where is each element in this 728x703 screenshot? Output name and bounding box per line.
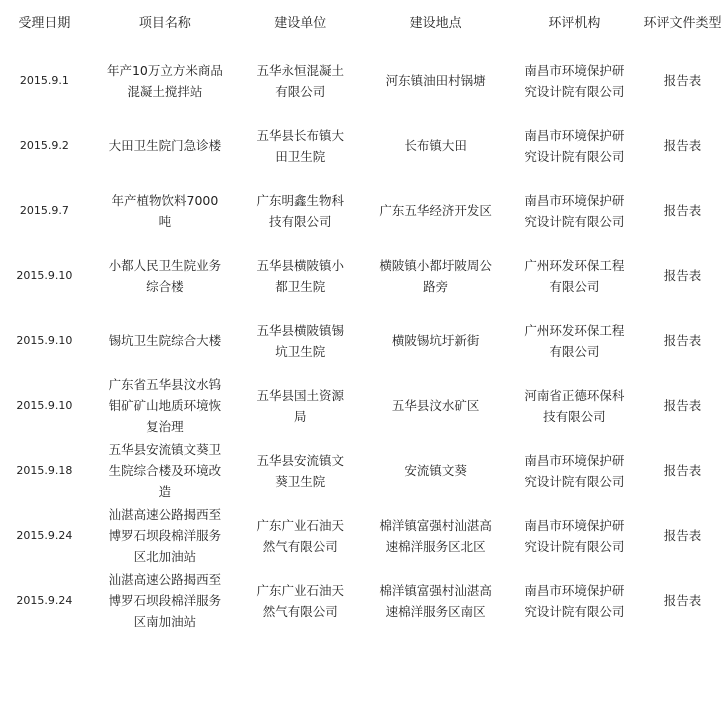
table-row [0,568,728,633]
header-eia-document-type: 环评文件类型 [643,16,722,31]
construction-site-cell [359,438,511,503]
eia-document-type-cell: 报告表 [663,333,702,348]
header-construction-site: 建设地点 [409,16,462,31]
construction-site-cell [359,243,511,308]
table-row [0,113,728,178]
eia-document-type-cell: 报告表 [663,463,702,478]
construction-unit-cell [241,48,359,113]
header-project-name: 项目名称 [138,16,191,31]
construction-unit-cell-text: 五华县长布镇大田卫生院 [256,127,345,164]
eia-agency-cell-text: 南昌市环境保护研究设计院有限公司 [524,127,625,164]
construction-unit-cell [241,373,359,438]
project-name-cell [89,373,241,438]
eia-agency-cell-text: 南昌市环境保护研究设计院有限公司 [524,62,625,99]
construction-unit-cell [241,243,359,308]
header-eia-agency: 环评机构 [548,16,601,31]
project-name-cell [89,568,241,633]
project-name-cell-text: 汕湛高速公路揭西至博罗石坝段棉洋服务区北加油站 [108,507,222,564]
table-row [0,308,728,373]
construction-site-cell-text: 广东五华经济开发区 [379,203,492,218]
project-name-cell-text: 大田卫生院门急诊楼 [108,138,222,153]
construction-site-cell-text: 长布镇大田 [404,138,467,153]
project-name-cell-text: 广东省五华县汶水钨钼矿矿山地质环境恢复治理 [108,377,222,434]
construction-site-cell [359,113,511,178]
table-row [0,438,728,503]
eia-document-type-cell: 报告表 [663,203,702,218]
construction-site-cell-text: 横陂锡坑圩新街 [391,333,480,348]
eia-agency-cell-text: 南昌市环境保护研究设计院有限公司 [524,192,625,229]
acceptance-date-cell: 2015.9.10 [16,334,73,347]
project-name-cell-text: 年产植物饮料7000吨 [111,192,219,229]
construction-site-cell [359,48,511,113]
acceptance-date-cell: 2015.9.1 [19,74,69,87]
eia-document-type-cell: 报告表 [663,528,702,543]
header-acceptance-date: 受理日期 [18,16,71,31]
eia-document-type-cell: 报告表 [663,138,702,153]
construction-unit-cell-text: 广东广业石油天然气有限公司 [256,517,345,554]
construction-site-cell-text: 棉洋镇富强村汕湛高速棉洋服务区南区 [379,582,492,619]
construction-unit-cell-text: 五华永恒混凝土有限公司 [256,62,345,99]
eia-agency-cell [512,373,637,438]
construction-unit-cell [241,568,359,633]
eia-agency-cell [512,113,637,178]
acceptance-date-cell: 2015.9.24 [16,529,73,542]
eia-agency-cell-text: 河南省正德环保科技有限公司 [524,387,625,424]
construction-unit-cell-text: 广东广业石油天然气有限公司 [256,582,345,619]
eia-agency-cell-text: 南昌市环境保护研究设计院有限公司 [524,582,625,619]
project-name-cell [89,178,241,243]
acceptance-date-cell: 2015.9.7 [19,204,69,217]
eia-agency-cell [512,503,637,568]
project-name-cell-text: 汕湛高速公路揭西至博罗石坝段棉洋服务区南加油站 [108,572,222,629]
construction-unit-cell-text: 广东明鑫生物科技有限公司 [256,192,345,229]
construction-unit-cell [241,308,359,373]
construction-site-cell [359,503,511,568]
construction-site-cell-text: 安流镇文葵 [404,463,467,478]
table-row [0,373,728,438]
eia-document-type-cell: 报告表 [663,398,702,413]
construction-unit-cell [241,438,359,503]
eia-document-type-cell: 报告表 [663,268,702,283]
table-row [0,178,728,243]
construction-site-cell-text: 五华县汶水矿区 [391,398,480,413]
acceptance-date-cell: 2015.9.10 [16,269,73,282]
construction-unit-cell-text: 五华县国土资源局 [256,387,345,424]
table-header-row [0,0,728,48]
construction-site-cell [359,373,511,438]
table-row [0,243,728,308]
acceptance-date-cell: 2015.9.24 [16,594,73,607]
table-row [0,48,728,113]
project-name-cell [89,48,241,113]
construction-site-cell [359,178,511,243]
eia-agency-cell [512,48,637,113]
construction-unit-cell-text: 五华县横陂镇锡坑卫生院 [256,322,345,359]
acceptance-date-cell: 2015.9.2 [19,139,69,152]
construction-site-cell-text: 棉洋镇富强村汕湛高速棉洋服务区北区 [379,517,492,554]
construction-unit-cell [241,503,359,568]
eia-agency-cell [512,308,637,373]
project-name-cell-text: 锡坑卫生院综合大楼 [108,333,222,348]
eia-agency-cell-text: 南昌市环境保护研究设计院有限公司 [524,517,625,554]
project-name-cell [89,308,241,373]
eia-agency-cell [512,178,637,243]
eia-agency-cell [512,568,637,633]
project-name-cell-text: 五华县安流镇文葵卫生院综合楼及环境改造 [108,442,222,499]
acceptance-date-cell: 2015.9.18 [16,464,73,477]
eia-agency-cell-text: 南昌市环境保护研究设计院有限公司 [524,452,625,489]
header-construction-unit: 建设单位 [274,16,327,31]
eia-agency-cell [512,243,637,308]
eia-document-type-cell: 报告表 [663,593,702,608]
project-name-cell-text: 小都人民卫生院业务综合楼 [108,257,222,294]
eia-agency-cell [512,438,637,503]
construction-site-cell-text: 横陂镇小都圩陂周公路旁 [379,257,492,294]
eia-agency-cell-text: 广州环发环保工程有限公司 [524,257,625,294]
acceptance-date-cell: 2015.9.10 [16,399,73,412]
construction-site-cell-text: 河东镇油田村锅塘 [385,73,486,88]
project-name-cell [89,113,241,178]
project-name-cell [89,243,241,308]
table-row [0,503,728,568]
eia-agency-cell-text: 广州环发环保工程有限公司 [524,322,625,359]
construction-unit-cell-text: 五华县横陂镇小都卫生院 [256,257,345,294]
construction-site-cell [359,568,511,633]
construction-unit-cell [241,178,359,243]
eia-document-type-cell: 报告表 [663,73,702,88]
project-name-cell-text: 年产10万立方米商品混凝土搅拌站 [106,62,223,99]
construction-unit-cell [241,113,359,178]
construction-site-cell [359,308,511,373]
project-name-cell [89,438,241,503]
project-name-cell [89,503,241,568]
construction-unit-cell-text: 五华县安流镇文葵卫生院 [256,452,345,489]
